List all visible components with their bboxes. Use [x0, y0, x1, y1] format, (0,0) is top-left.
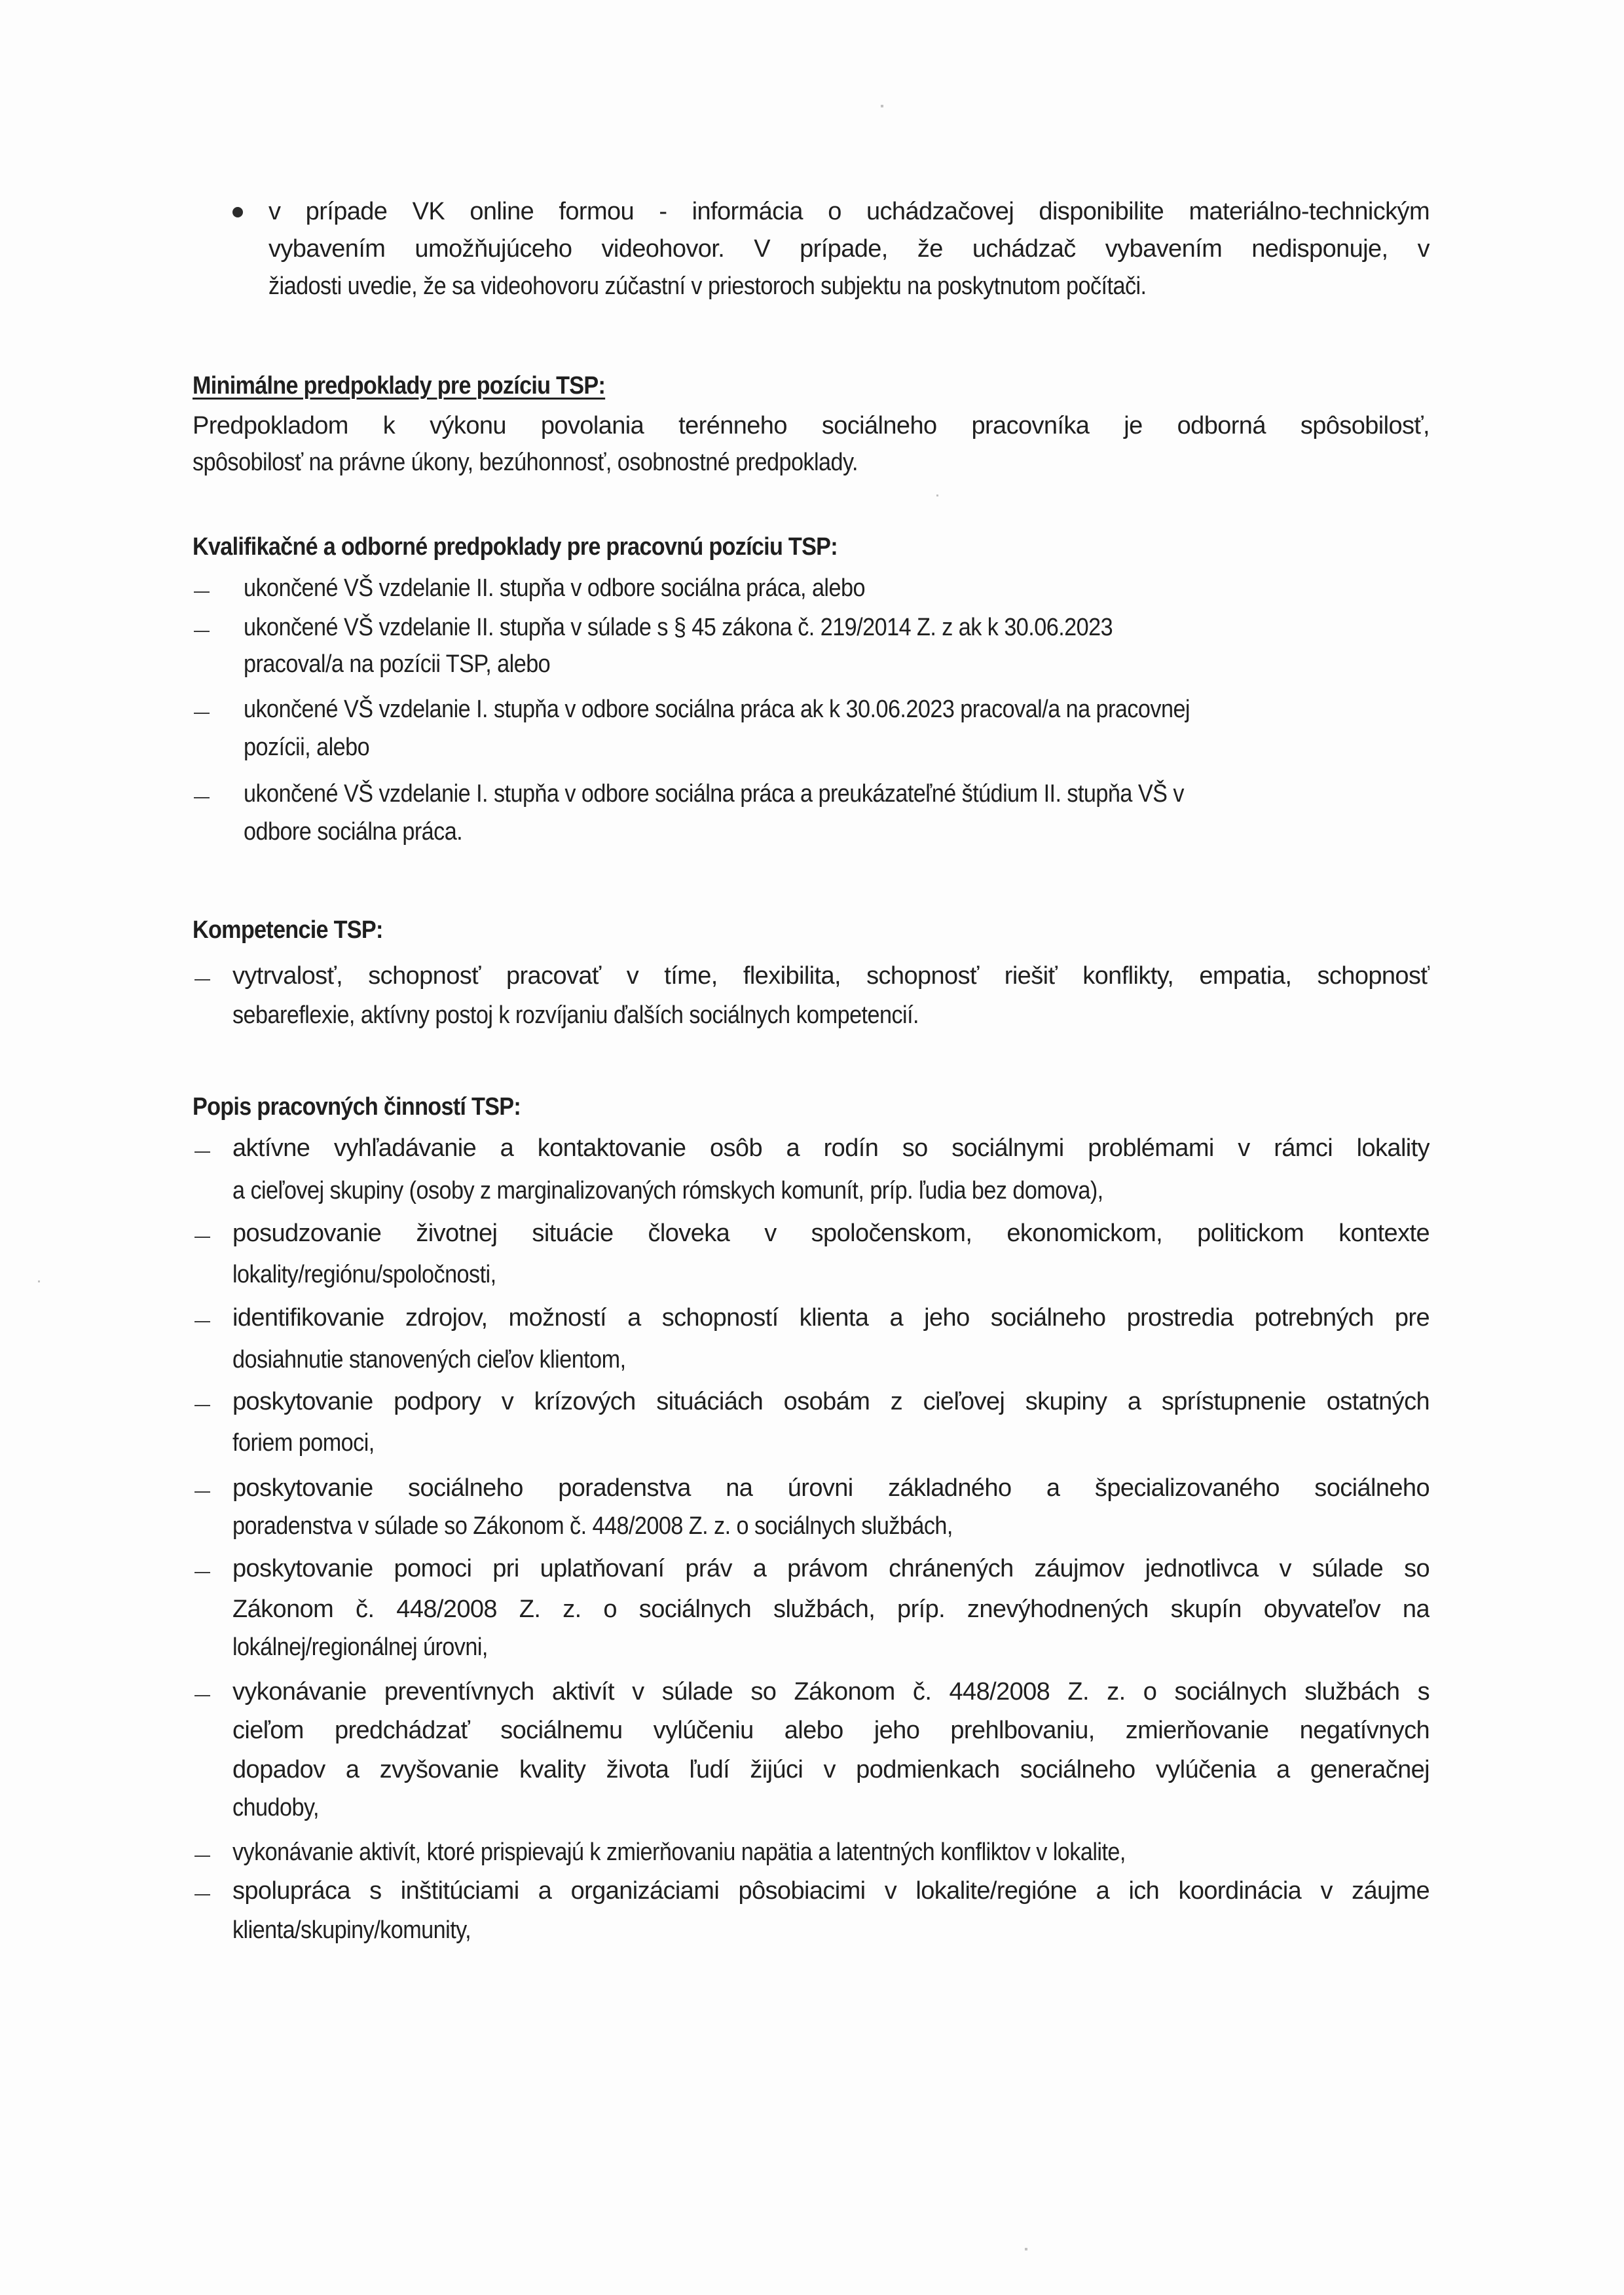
activity-item-line: Zákonom č. 448/2008 Z. z. o sociálnych službách, príp. znevýhodnených skupín obyvateľov na [232, 1595, 1430, 1623]
activity-item-line: vykonávanie aktivít, ktoré prispievajú k zmierňovaniu napätia a latentných konfliktov v lokalite, [232, 1838, 1126, 1866]
qualification-item-line: ukončené VŠ vzdelanie I. stupňa v odbore sociálna práca ak k 30.06.2023 pracoval/a na pracovnej [244, 696, 1190, 723]
competency-item-line: sebareflexie, aktívny postoj k rozvíjaniu ďalších sociálnych kompetencií. [232, 1001, 919, 1029]
qualification-item-line: ukončené VŠ vzdelanie II. stupňa v súlade s § 45 zákona č. 219/2014 Z. z ak k 30.06.2023 [244, 614, 1113, 641]
activity-item-line: chudoby, [232, 1794, 319, 1821]
qualification-item-line: odbore sociálna práca. [244, 818, 463, 846]
qualification-item-line: pozícii, alebo [244, 734, 370, 761]
dash-icon [194, 979, 210, 980]
activity-item-line: identifikovanie zdrojov, možností a schopností klienta a jeho sociálneho prostredia potrebných pre [232, 1304, 1430, 1332]
activity-item-line: aktívne vyhľadávanie a kontaktovanie osôb a rodín so sociálnymi problémami v rámci lokality [232, 1134, 1430, 1162]
dash-icon [194, 1856, 210, 1857]
dash-icon [194, 591, 210, 593]
minimal-requirements-heading: Minimálne predpoklady pre pozíciu TSP: [193, 372, 606, 400]
dash-icon [194, 1491, 210, 1493]
qualification-item-line: ukončené VŠ vzdelanie I. stupňa v odbore sociálna práca a preukázateľné štúdium II. stupňa VŠ v [244, 780, 1184, 808]
dash-icon [194, 1894, 210, 1895]
intro-bullet-line-1: v prípade VK online formou - informácia o uchádzačovej disponibilite materiálno-technickým [268, 198, 1430, 225]
dash-icon [194, 797, 210, 798]
scan-speck [881, 105, 883, 107]
dash-icon [194, 713, 210, 714]
activity-item-line: poradenstva v súlade so Zákonom č. 448/2008 Z. z. o sociálnych službách, [232, 1512, 953, 1540]
competency-item-line: vytrvalosť, schopnosť pracovať v tíme, flexibilita, schopnosť riešiť konflikty, empatia, schopnosť [232, 962, 1430, 990]
activities-heading: Popis pracovných činností TSP: [193, 1093, 521, 1121]
dash-icon [194, 1695, 210, 1696]
dash-icon [194, 631, 210, 632]
qualification-item-line: pracoval/a na pozícii TSP, alebo [244, 650, 551, 678]
qualification-item-line: ukončené VŠ vzdelanie II. stupňa v odbore sociálna práca, alebo [244, 574, 865, 602]
intro-bullet-line-2: vybavením umožňujúceho videohovor. V prípade, že uchádzač vybavením nedisponuje, v [268, 235, 1430, 263]
activity-item-line: poskytovanie podpory v krízových situáciách osobám z cieľovej skupiny a sprístupnenie ostatných [232, 1388, 1430, 1415]
qualifications-heading: Kvalifikačné a odborné predpoklady pre pracovnú pozíciu TSP: [193, 533, 838, 561]
activity-item-line: poskytovanie pomoci pri uplatňovaní práv a právom chránených záujmov jednotlivca v súlade so [232, 1555, 1430, 1582]
dash-icon [194, 1572, 210, 1573]
activity-item-line: lokálnej/regionálnej úrovni, [232, 1633, 488, 1661]
scan-speck [936, 494, 938, 496]
activity-item-line: cieľom predchádzať sociálnemu vylúčeniu alebo jeho prehlbovaniu, zmierňovanie negatívnych [232, 1717, 1430, 1744]
intro-bullet-line-3: žiadosti uvedie, že sa videohovoru zúčastní v priestoroch subjektu na poskytnutom počítači. [268, 272, 1147, 300]
dash-icon [194, 1405, 210, 1406]
bullet-icon [232, 207, 243, 217]
minimal-requirements-paragraph-line-1: Predpokladom k výkonu povolania terénneho sociálneho pracovníka je odborná spôsobilosť, [193, 412, 1430, 439]
competencies-heading: Kompetencie TSP: [193, 916, 383, 944]
activity-item-line: a cieľovej skupiny (osoby z marginalizovaných rómskych komunít, príp. ľudia bez domova), [232, 1177, 1103, 1204]
scan-speck [38, 1280, 40, 1282]
minimal-requirements-paragraph-line-2: spôsobilosť na právne úkony, bezúhonnosť, osobnostné predpoklady. [193, 449, 858, 476]
activity-item-line: foriem pomoci, [232, 1429, 375, 1457]
activity-item-line: klienta/skupiny/komunity, [232, 1916, 471, 1944]
activity-item-line: dosiahnutie stanovených cieľov klientom, [232, 1346, 626, 1373]
dash-icon [194, 1321, 210, 1322]
activity-item-line: dopadov a zvyšovanie kvality života ľudí žijúci v podmienkach sociálneho vylúčenia a generačnej [232, 1756, 1430, 1783]
scan-speck [1025, 2248, 1027, 2250]
dash-icon [194, 1151, 210, 1153]
activity-item-line: spolupráca s inštitúciami a organizáciami pôsobiacimi v lokalite/regióne a ich koordinácia v záujme [232, 1877, 1430, 1905]
activity-item-line: posudzovanie životnej situácie človeka v spoločenskom, ekonomickom, politickom kontexte [232, 1220, 1430, 1247]
activity-item-line: lokality/regiónu/spoločnosti, [232, 1261, 496, 1288]
dash-icon [194, 1237, 210, 1238]
activity-item-line: poskytovanie sociálneho poradenstva na úrovni základného a špecializovaného sociálneho [232, 1474, 1430, 1502]
activity-item-line: vykonávanie preventívnych aktivít v súlade so Zákonom č. 448/2008 Z. z. o sociálnych službách s [232, 1678, 1430, 1706]
